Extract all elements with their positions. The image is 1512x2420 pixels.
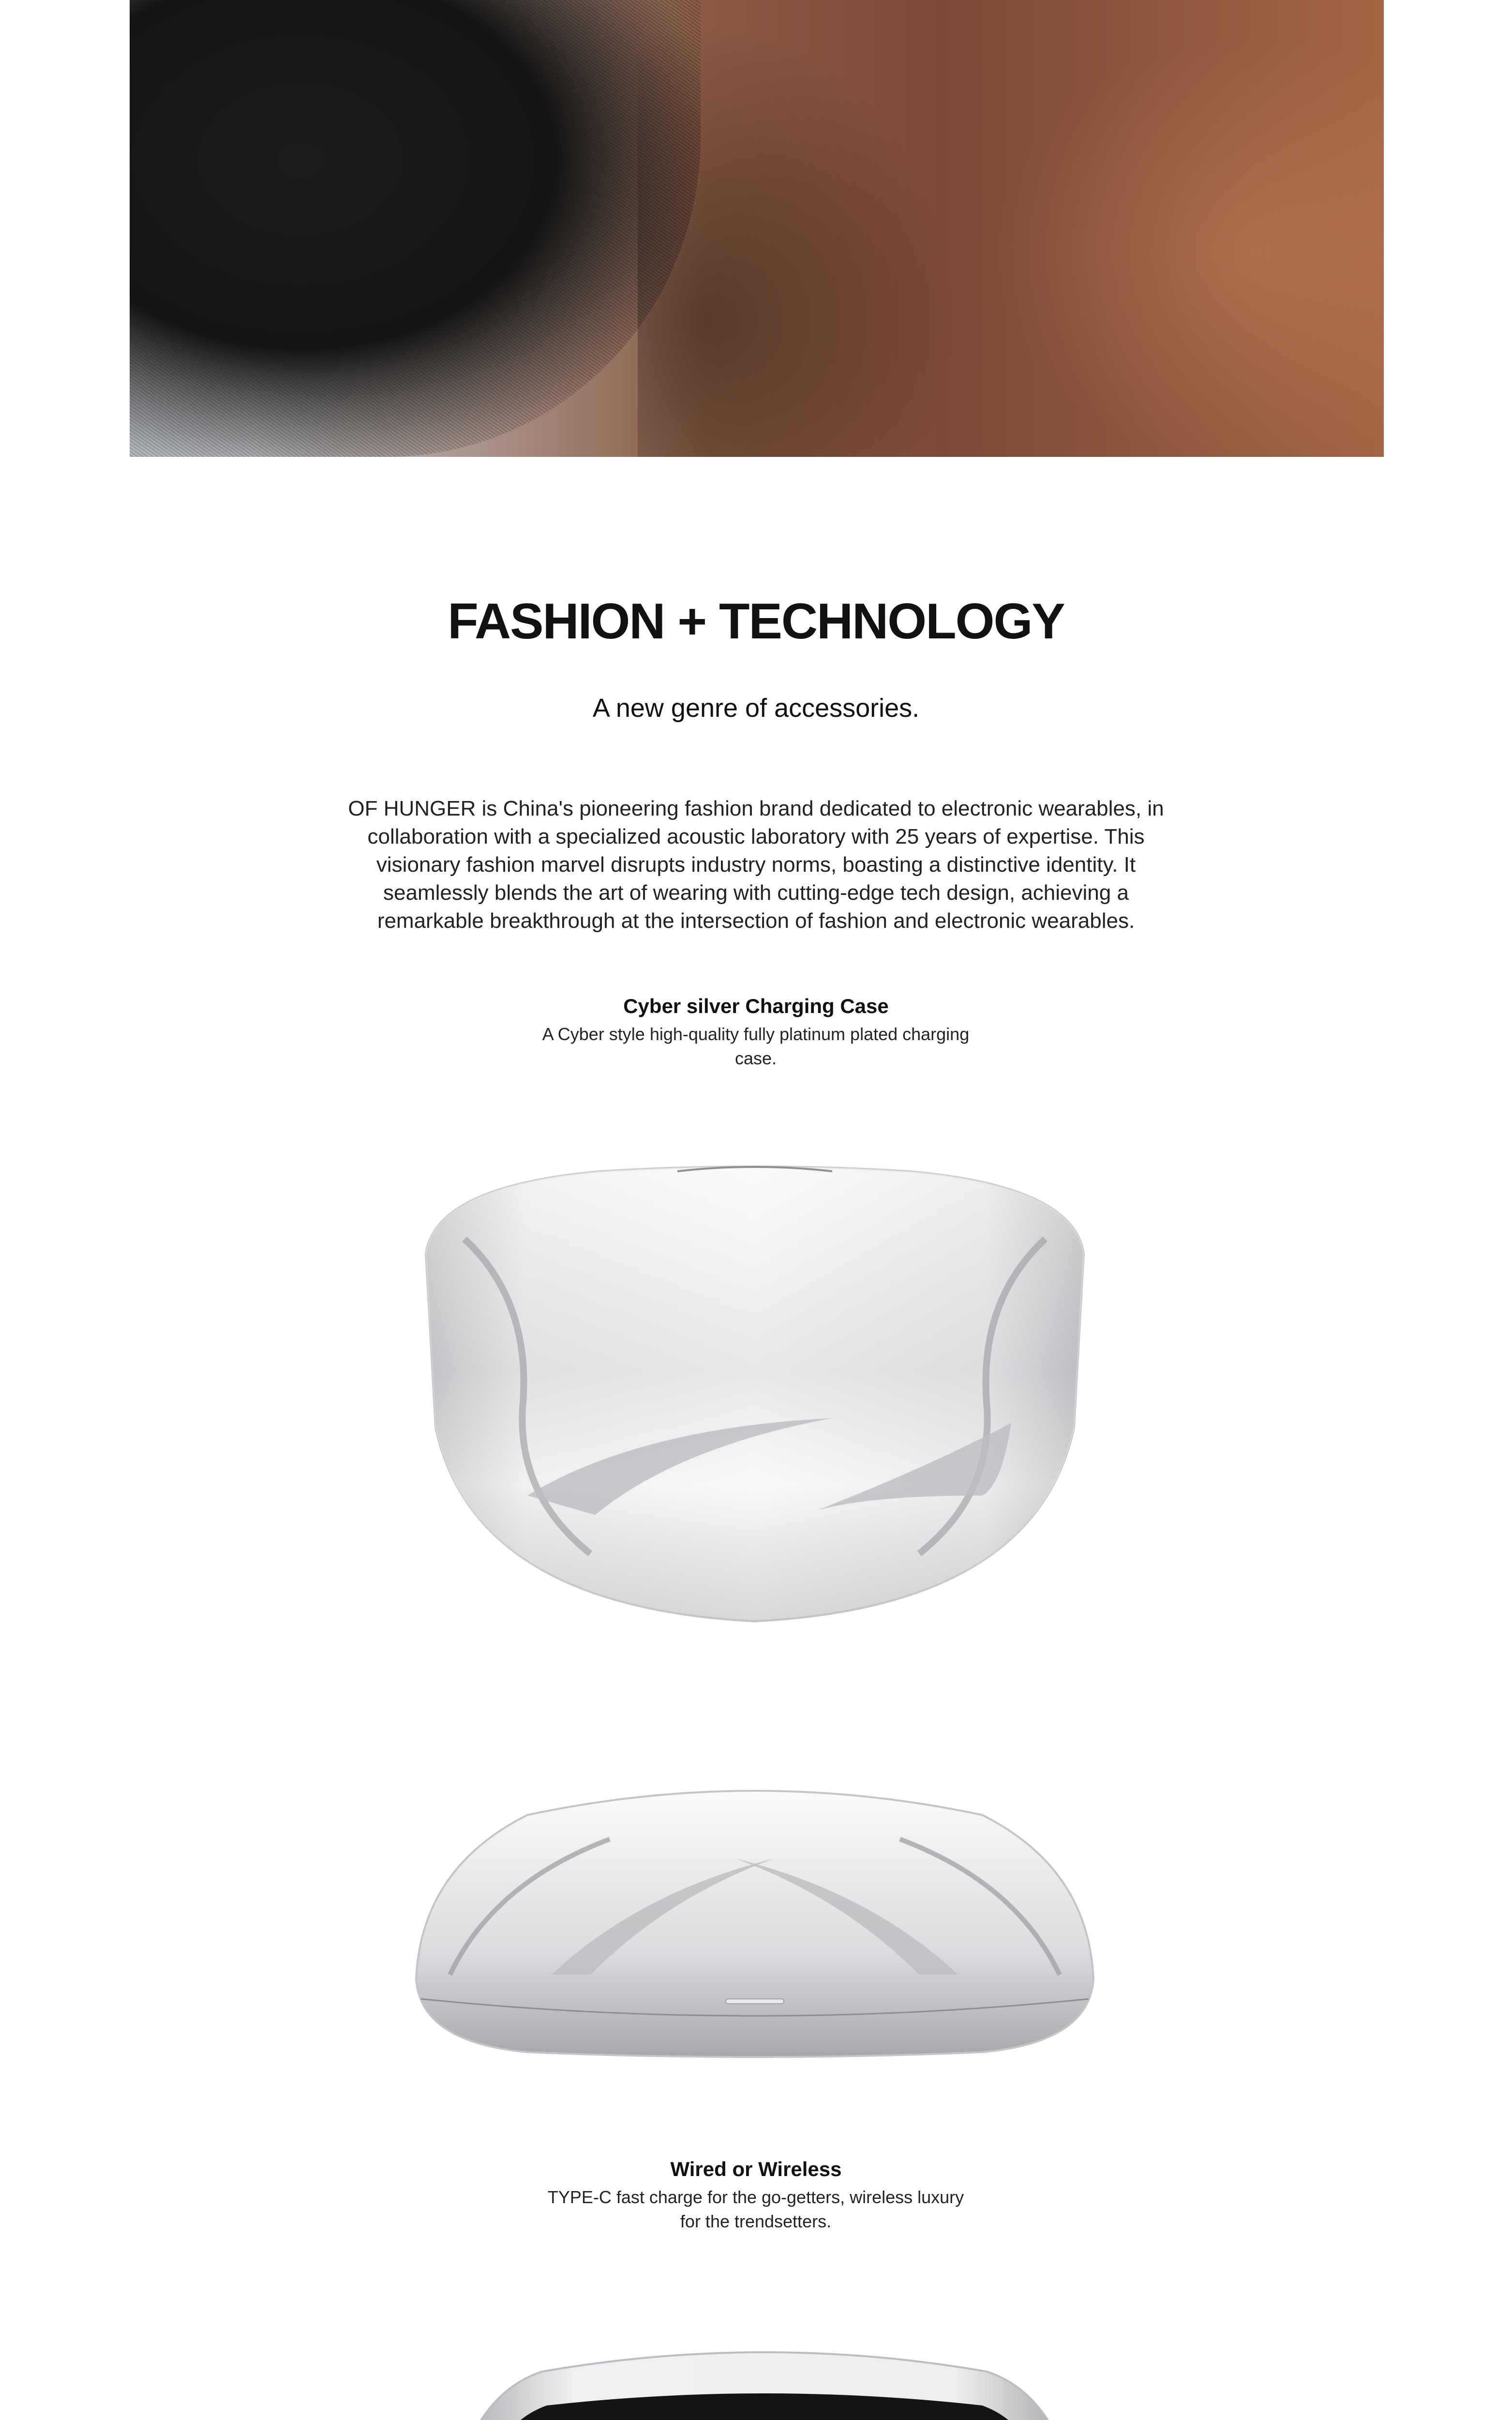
feature-desc-charging-case: A Cyber style high-quality fully platinum plated charging case. <box>542 1024 970 1068</box>
charging-case-open-image <box>426 2338 1103 2420</box>
feature-desc-wired-wireless: TYPE-C fast charge for the go-getters, wireless luxury for the trendsetters. <box>547 2187 964 2231</box>
hair-shape <box>130 0 701 457</box>
section-subtitle: A new genre of accessories. <box>592 694 920 723</box>
section-title: FASHION + TECHNOLOGY <box>448 593 1064 650</box>
feature-title-wired-wireless: Wired or Wireless <box>670 2158 842 2180</box>
charging-case-side-image <box>406 1771 1103 2062</box>
neck-shadow <box>638 0 976 457</box>
charging-case-front-image <box>406 1157 1103 1631</box>
hero-image <box>130 0 1384 457</box>
skin-highlight <box>948 0 1384 457</box>
feature-title-charging-case: Cyber silver Charging Case <box>623 995 889 1017</box>
brand-description: OF HUNGER is China's pioneering fashion brand dedicated to electronic wearables, in collaboration with a specialized acoustic laboratory with 25 years of expertise. This visionary fashion marvel disrupts industry norms, boasting a distinctive identity. It seamlessly blends the art of wearing with cutting-edge tech design, achieving a remarkable breakthrough at the intersection of fashion and electronic wearables. <box>348 797 1164 933</box>
